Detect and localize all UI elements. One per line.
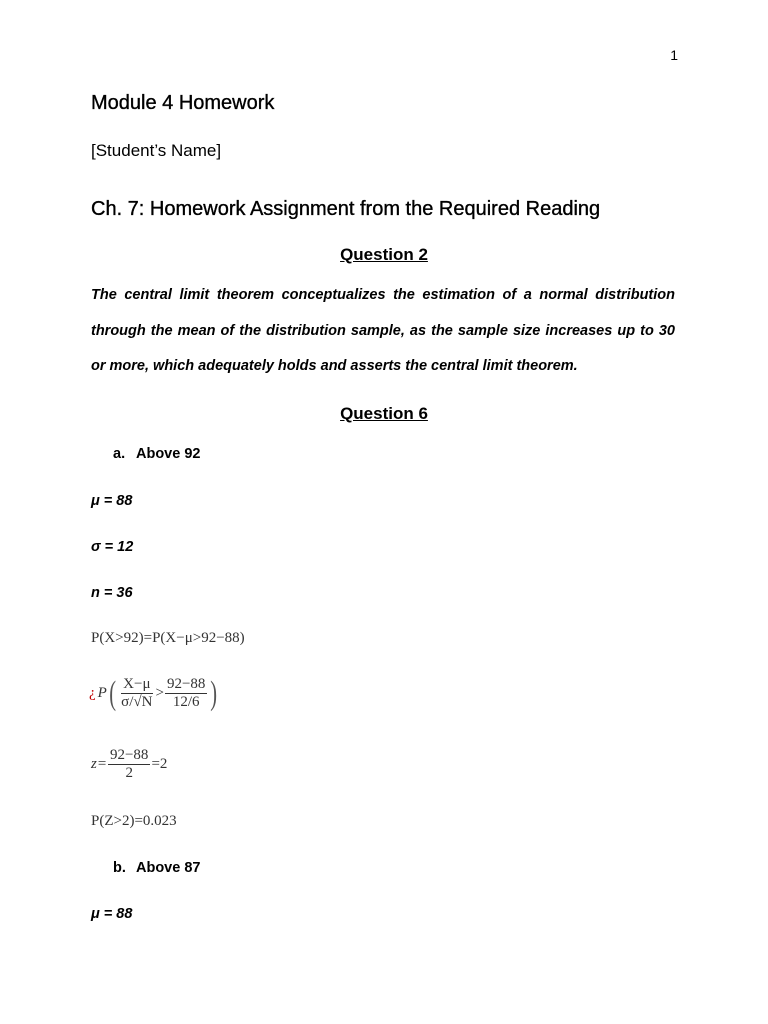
student-name: [Student’s Name] bbox=[91, 141, 222, 160]
equation-2 bbox=[89, 676, 220, 711]
equation-2-left-denominator: σ/√N bbox=[121, 694, 153, 710]
question-2-answer: The central limit theorem conceptualizes the estimation of a normal distribution through the mean of the distribution sample, as the sample size increases up to 30 or more, which adequately holds and asserts the central limit theorem. bbox=[91, 287, 675, 374]
equation-3-rhs: =2 bbox=[151, 756, 168, 772]
equation-2-right-numerator: 92−88 bbox=[166, 676, 206, 692]
n-value: n = 36 bbox=[91, 585, 133, 601]
document-title: Module 4 Homework bbox=[91, 92, 275, 114]
equation-2-prefix: ¿ bbox=[89, 685, 96, 701]
left-paren-icon: ( bbox=[109, 674, 116, 712]
question-6-heading: Question 6 bbox=[340, 404, 428, 423]
equation-3-lhs: z= bbox=[91, 756, 107, 772]
equation-3-numerator: 92−88 bbox=[109, 747, 149, 763]
chapter-heading: Ch. 7: Homework Assignment from the Required Reading bbox=[91, 198, 601, 220]
equation-2-right-denominator: 12/6 bbox=[172, 694, 200, 710]
equation-4: P(Z>2)=0.023 bbox=[91, 813, 177, 829]
part-b-label: b. bbox=[113, 860, 126, 876]
equation-3-denominator: 2 bbox=[125, 765, 133, 781]
part-b-text: Above 87 bbox=[136, 860, 201, 876]
part-a-text: Above 92 bbox=[136, 446, 201, 462]
sigma-value: σ = 12 bbox=[91, 539, 134, 555]
equation-1: P(X>92)=P(X−μ>92−88) bbox=[91, 630, 245, 646]
page-number: 1 bbox=[670, 47, 678, 63]
equation-2-left-numerator: X−μ bbox=[123, 676, 151, 692]
equation-2-left-fraction bbox=[119, 676, 154, 711]
equation-2-right-fraction bbox=[165, 676, 207, 711]
part-a-label: a. bbox=[113, 446, 126, 462]
part-b bbox=[113, 860, 200, 876]
equation-2-p: P bbox=[97, 685, 107, 701]
part-b-mu-value: μ = 88 bbox=[91, 906, 133, 922]
question-2-heading: Question 2 bbox=[340, 245, 428, 264]
equation-2-gt: > bbox=[155, 685, 164, 701]
equation-3 bbox=[91, 747, 167, 782]
equation-3-fraction bbox=[108, 747, 150, 782]
right-paren-icon: ) bbox=[210, 674, 218, 712]
part-a bbox=[113, 446, 200, 462]
mu-value: μ = 88 bbox=[91, 493, 133, 509]
